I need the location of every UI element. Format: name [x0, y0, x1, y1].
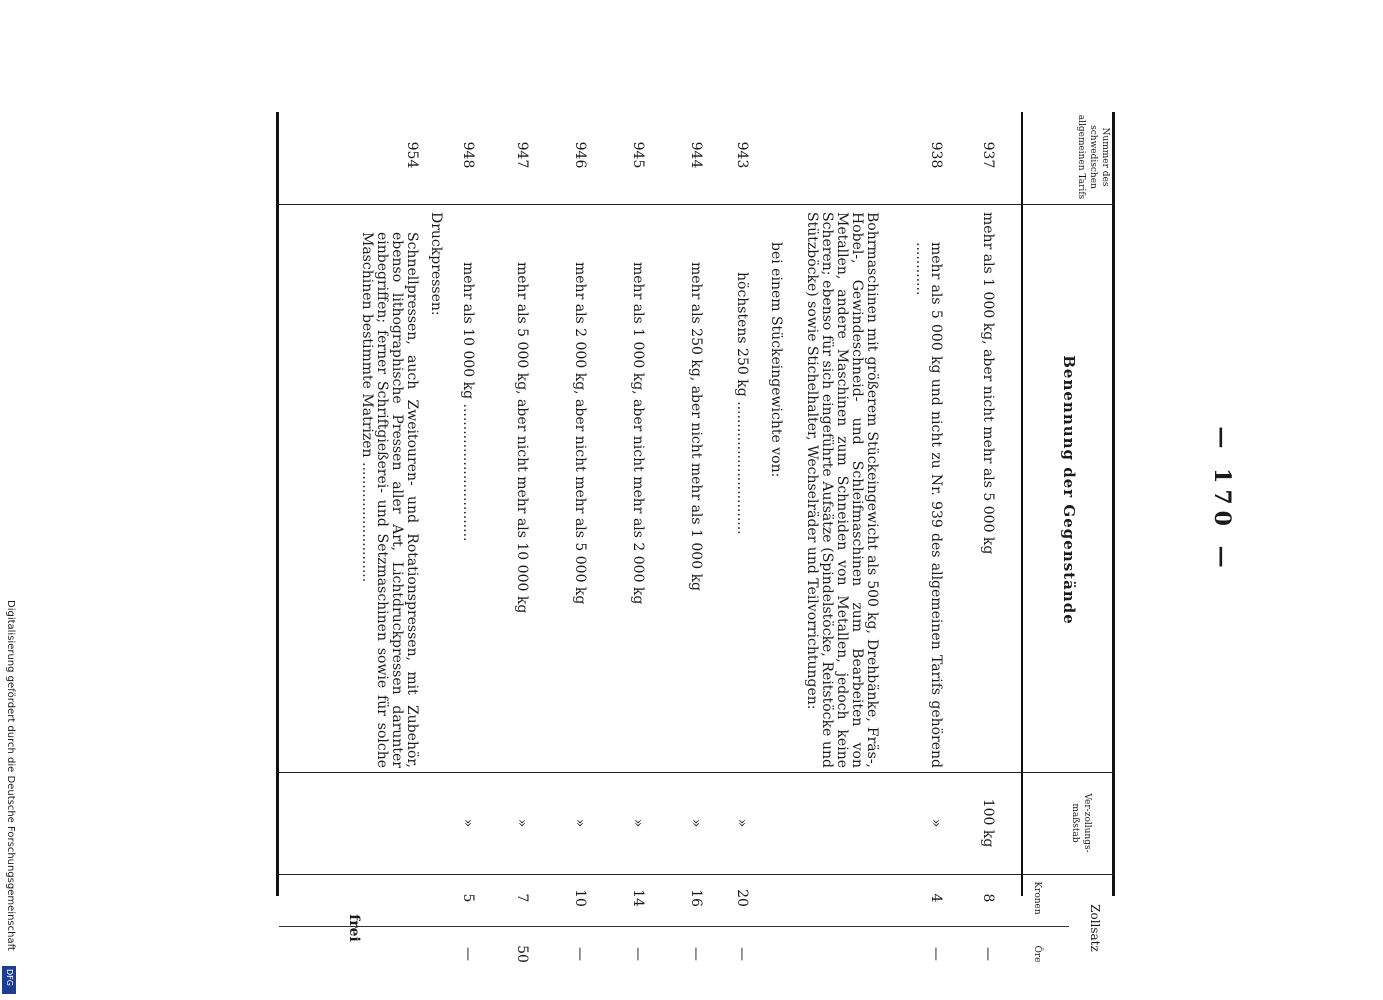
row-unit: »: [572, 818, 588, 828]
row-kronen: 16: [688, 889, 704, 907]
row-unit: »: [928, 818, 944, 828]
row-number: 945: [630, 141, 646, 169]
row-description: mehr als 250 kg, aber nicht mehr als 1 000 kg: [688, 262, 704, 592]
row-number: 944: [688, 141, 704, 169]
row-kronen: 20: [734, 889, 750, 907]
row-description: Bohrmaschinen mit größerem Stückeingewicht als 500 kg, Drehbänke, Fräs-, Hobel-, Gewindeschneid- und Schleifmaschinen zum Bearbeiten von Metallen, andere Maschinen zum Schneiden von Metallen, jedoch keine Scheren; ebenso für sich eingeführte Aufsätze (Spindelstöcke, Reitstöcke und Stützböcke) sowie Stichelhalter, Wechselräder und Teilvorrichtungen:: [804, 212, 880, 768]
header-rate: Zollsatz: [1088, 904, 1102, 952]
logo-text: DFG: [5, 969, 14, 986]
row-kronen: 7: [514, 893, 530, 903]
header-ore: Öre: [1032, 945, 1042, 963]
row-unit: »: [688, 818, 704, 828]
row-number: 954: [404, 141, 420, 169]
row-ore: —: [928, 947, 944, 961]
column-divider: [277, 204, 1115, 205]
header-unit: Ver-zollungs-maßstab: [1070, 793, 1092, 853]
row-number: 937: [980, 141, 996, 169]
row-ore: —: [630, 947, 646, 961]
header-number: Nummer des schwedischen allgemeinen Tarifs: [1076, 114, 1110, 200]
row-number: 947: [514, 141, 530, 169]
row-description: bei einem Stückeingewichte von:: [768, 242, 784, 478]
column-divider: [277, 772, 1115, 773]
row-unit: »: [734, 818, 750, 828]
row-ore: —: [572, 947, 588, 961]
row-ore: —: [460, 947, 476, 961]
row-unit: »: [630, 818, 646, 828]
row-description: mehr als 5 000 kg, aber nicht mehr als 10 000 kg: [514, 262, 530, 614]
row-kronen: 14: [630, 889, 646, 907]
credit-text: Digitalisierung gefördert durch die Deutsche Forschungsgemeinschaft: [5, 600, 16, 951]
row-unit: »: [514, 818, 530, 828]
row-description: mehr als 10 000 kg ...............................: [460, 262, 476, 542]
row-ore: —: [734, 947, 750, 961]
header-kronen: Kronen: [1032, 881, 1042, 915]
dfg-logo: [2, 966, 16, 994]
row-description: mehr als 1 000 kg, aber nicht mehr als 2 000 kg: [630, 262, 646, 605]
row-description: höchstens 250 kg ..............................: [734, 272, 750, 535]
page-number: — 170 —: [1209, 426, 1235, 574]
row-kronen: 10: [572, 889, 588, 907]
row-description: Druckpressen:: [428, 212, 444, 316]
row-number: 938: [928, 141, 944, 169]
row-ore: 50: [514, 945, 530, 963]
row-description: Schnellpressen, auch Zweitouren- und Rotationspressen, mit Zubehör, ebenso lithographische Pressen aller Art, Lichtdruckpressen darunter einbegriffen; ferner Schriftgießerei- und Setzmaschinen sowie für solche Maschinen bestimmte Matrizen ...........................: [359, 232, 420, 768]
row-unit: 100 kg: [980, 798, 996, 848]
row-ore: —: [688, 947, 704, 961]
digitization-credit: [2, 600, 18, 995]
column-divider: [279, 926, 1069, 927]
row-kronen: 4: [928, 893, 944, 903]
row-description: mehr als 2 000 kg, aber nicht mehr als 5 000 kg: [572, 262, 588, 605]
row-kronen: 5: [460, 893, 476, 903]
row-number: 946: [572, 141, 588, 169]
row-ore: —: [980, 947, 996, 961]
row-description: mehr als 5 000 kg und nicht zu Nr. 939 des allgemeinen Tarifs gehörend ............: [913, 242, 944, 768]
table-top-rule: [1112, 112, 1115, 896]
column-divider: [277, 874, 1115, 875]
row-unit: »: [460, 818, 476, 828]
row-kronen: frei: [346, 914, 362, 942]
table-bottom-rule: [276, 112, 279, 896]
row-number: 943: [734, 141, 750, 169]
header-description: Benennung der Gegenstände: [1060, 355, 1078, 625]
row-number: 948: [460, 141, 476, 169]
row-kronen: 8: [980, 893, 996, 903]
row-description: mehr als 1 000 kg, aber nicht mehr als 5 000 kg: [980, 212, 996, 555]
table-header-rule: [1021, 112, 1023, 896]
